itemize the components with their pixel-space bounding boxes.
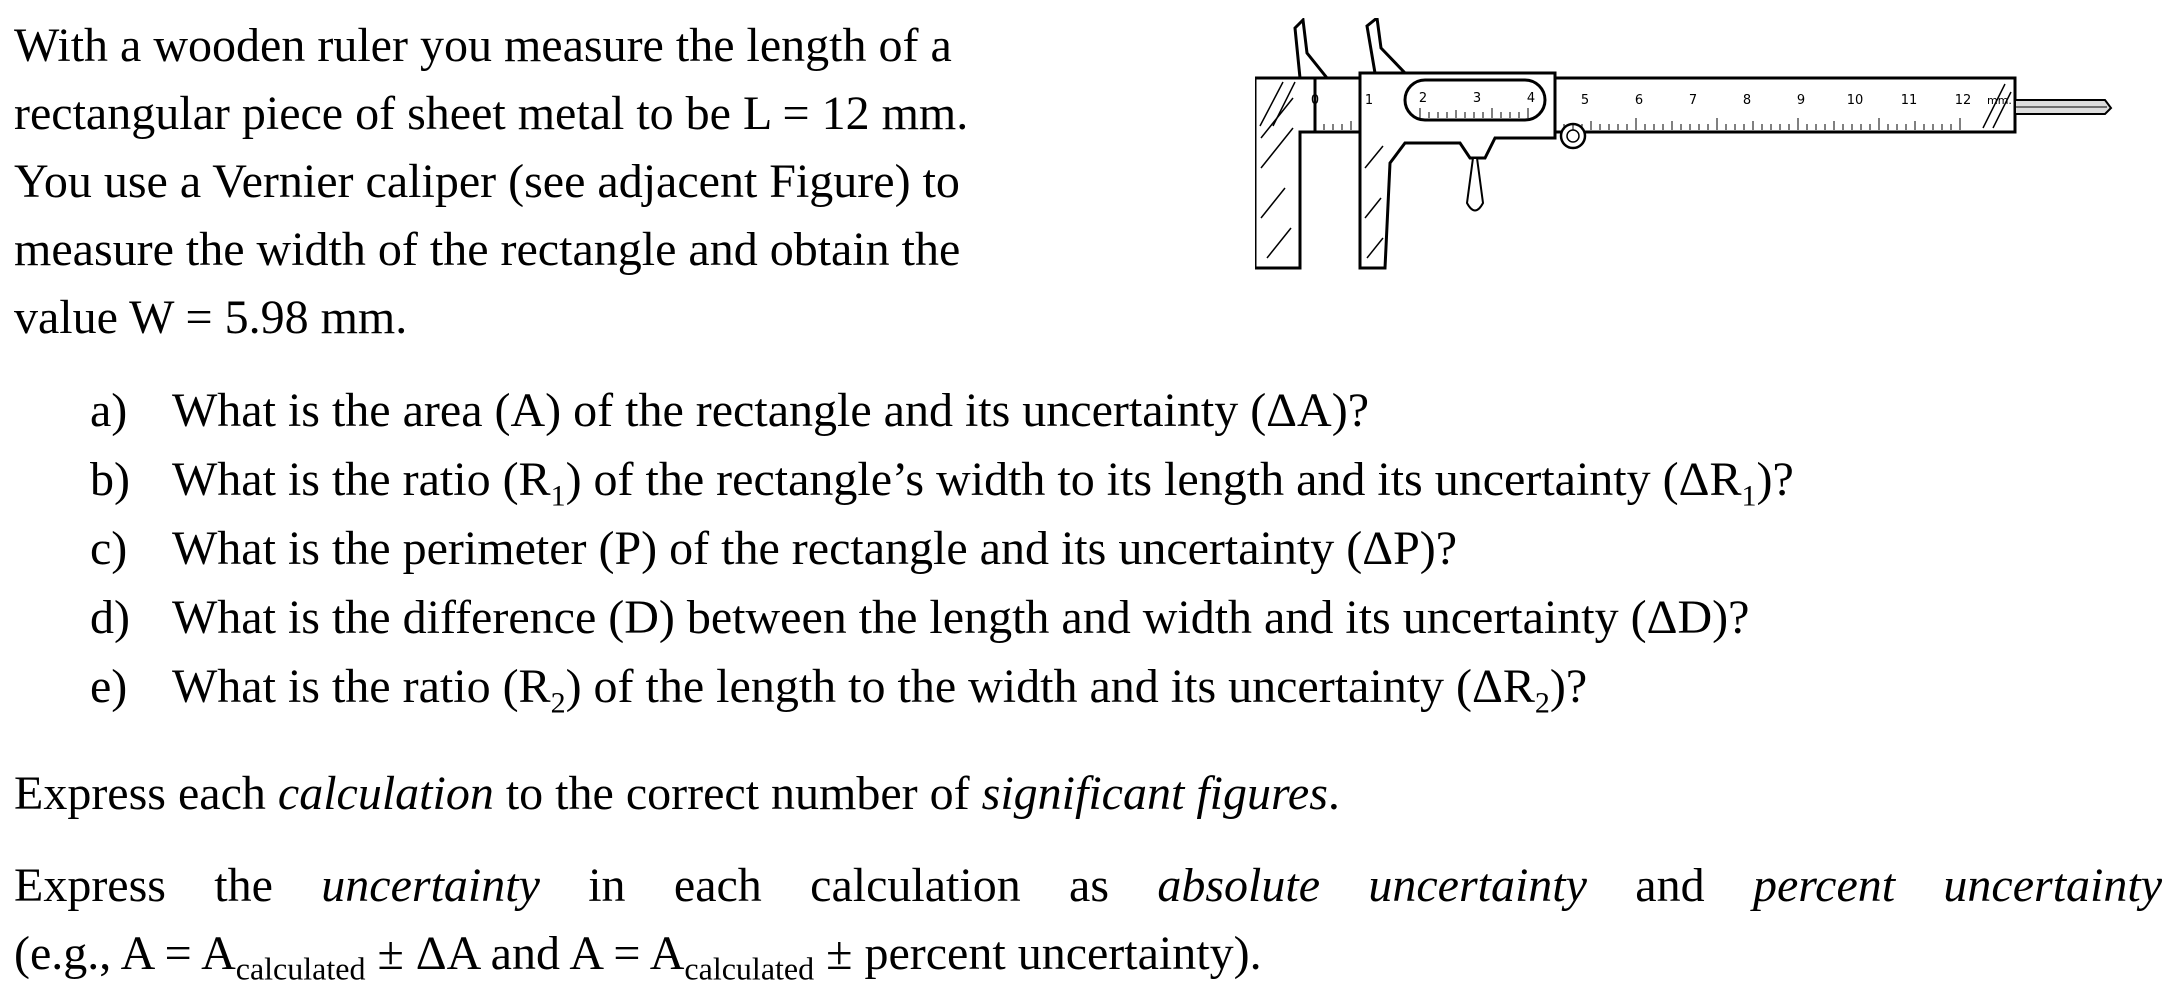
- question-text: What is the perimeter (P) of the rectangle and its uncertainty (ΔP)?: [172, 522, 1458, 575]
- scale-label: 11: [1900, 93, 1918, 108]
- scale-label: 9: [1796, 93, 1806, 108]
- caliper-fixed-jaw: [1255, 78, 1315, 268]
- question-letter: a): [90, 384, 128, 437]
- question-d: [90, 583, 1794, 652]
- question-c: [90, 514, 1794, 583]
- question-text: What is the difference (D) between the length and width and its uncertainty (ΔD)?: [172, 591, 1750, 644]
- vernier-caliper-figure: [1255, 18, 2115, 278]
- question-text: What is the ratio $(R_2)$ of the length to the width and its uncertainty $(\Delta R_2)$?: [172, 660, 1588, 720]
- scale-label: 3: [1472, 91, 1482, 106]
- question-text: What is the ratio $(R_1)$ of the rectangle’s width to its length and its uncertainty $(\Delta R_1)$?: [172, 453, 1794, 513]
- scale-label: 4: [1526, 91, 1536, 106]
- scale-label: 5: [1580, 93, 1590, 108]
- question-text: What is the area (A) of the rectangle and its uncertainty (ΔA)?: [172, 384, 1369, 437]
- question-letter: b): [90, 453, 130, 506]
- scale-label: 8: [1742, 93, 1752, 108]
- significant-figures-note: Express each calculation to the correct number of significant figures.: [14, 767, 1340, 820]
- scale-label: 7: [1688, 93, 1698, 108]
- caliper-locking-screw: [1467, 158, 1483, 211]
- question-a: [90, 376, 1794, 445]
- intro-line-1: With a wooden ruler you measure the length of a: [14, 19, 952, 72]
- question-letter: e): [90, 660, 128, 713]
- intro-line-3: You use a Vernier caliper (see adjacent Figure) to: [14, 155, 960, 208]
- scale-label: 10: [1846, 93, 1864, 108]
- scale-label: 12: [1954, 93, 1972, 108]
- uncertainty-note-line-1: Express the uncertainty in each calculation as absolute uncertainty and percent uncertainty: [14, 859, 2163, 912]
- scale-label: 6: [1634, 93, 1644, 108]
- question-list: [90, 376, 1794, 721]
- scale-label: 2: [1418, 91, 1428, 106]
- scale-label: 1: [1364, 93, 1374, 108]
- problem-intro: [14, 12, 1144, 352]
- uncertainty-note: [14, 852, 2162, 988]
- question-e: [90, 652, 1794, 721]
- question-letter: d): [90, 591, 130, 644]
- question-b: [90, 445, 1794, 514]
- scale-unit-label: mm.: [1987, 94, 2012, 107]
- question-letter: c): [90, 522, 128, 575]
- intro-line-2: rectangular piece of sheet metal to be L = 12 mm.: [14, 87, 969, 140]
- scale-label: 0: [1310, 93, 1320, 108]
- uncertainty-note-line-2: (e.g., $A = A_{calculated} \pm \Delta A$ and $A = A_{calculated}$ ± percent uncertainty).: [14, 927, 1262, 987]
- intro-line-5: value W = 5.98 mm.: [14, 291, 408, 344]
- intro-line-4: measure the width of the rectangle and obtain the: [14, 223, 961, 276]
